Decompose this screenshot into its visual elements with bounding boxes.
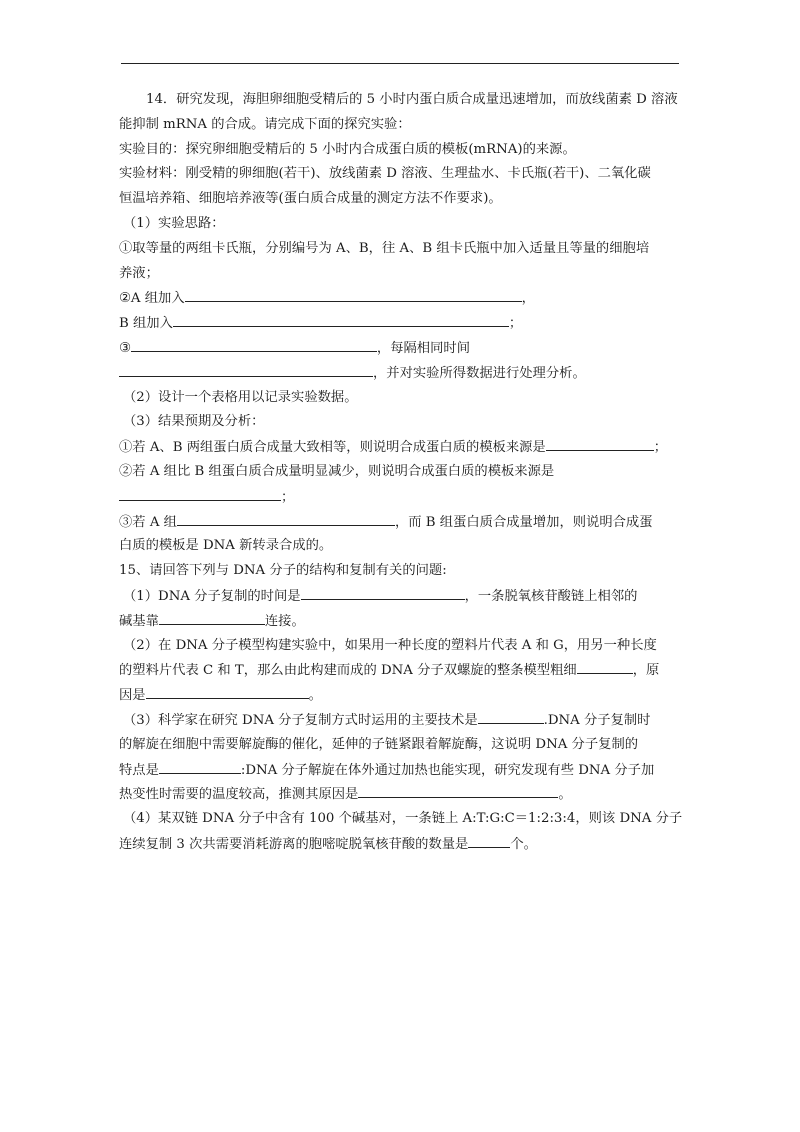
q14-step3-suffix: ，每隔相同时间 — [376, 340, 470, 356]
q14-result1-blank[interactable] — [546, 435, 654, 451]
q14-result1-suffix: ； — [653, 440, 668, 456]
q14-part1-title: （1）实验思路： — [123, 215, 225, 231]
q14-intro-line1: 14．研究发现，海胆卵细胞受精后的 5 小时内蛋白质合成量迅速增加，而放线菌素 D 溶液 — [146, 92, 678, 107]
q14-part3-title: （3）结果预期及分析： — [123, 414, 265, 430]
q15-part2-line1: （2）在 DNA 分子模型构建实验中，如果用一种长度的塑料片代表 A 和 G，用另一种长度 — [123, 637, 657, 653]
q14-step3-line2 — [119, 361, 681, 386]
q14-step2b — [119, 311, 681, 336]
q14-result1-text: ①若 A、B 两组蛋白质合成量大致相等，则说明合成蛋白质的模板来源是 — [119, 440, 546, 456]
q15-part1-blank2[interactable] — [159, 609, 265, 625]
q14-step3-blank2[interactable] — [119, 361, 373, 377]
q14-step2a — [119, 286, 681, 311]
q15-part3-blank2[interactable] — [159, 758, 241, 774]
q15-title: 15、请回答下列与 DNA 分子的结构和复制有关的问题: — [119, 563, 447, 579]
q14-result3-prefix: ③若 A 组 — [119, 514, 177, 530]
q15-part4-line1: （4）某双链 DNA 分子中含有 100 个碱基对，一条链上 A:T:G:C＝1:2:3:4，则该 DNA 分子 — [123, 811, 683, 827]
q15-part1-blank1[interactable] — [301, 584, 465, 600]
q14-step3-line2-suffix: ，并对实验所得数据进行处理分析。 — [373, 365, 586, 381]
q15-part4-blank[interactable] — [468, 832, 510, 848]
q15-part3-line3 — [119, 758, 681, 783]
q14-step1-line2: 养液； — [119, 265, 159, 281]
q14-step2a-prefix: ②A 组加入 — [119, 291, 185, 307]
q14-step2a-blank[interactable] — [185, 286, 522, 302]
q15-part1-prefix: （1）DNA 分子复制的时间是 — [123, 588, 301, 604]
q14-step2b-blank[interactable] — [173, 311, 509, 327]
q14-materials-line2: 恒温培养箱、细胞培养液等(蛋白质合成量的测定方法不作要求)。 — [119, 191, 502, 207]
q14-step2b-suffix: ； — [508, 316, 523, 332]
q15-part3-line1 — [119, 708, 681, 733]
q15-part3-line1-prefix: （3）科学家在研究 DNA 分子复制方式时运用的主要技术是 — [123, 712, 478, 728]
q15-part3-line4-prefix: 热变性时需要的温度较高，推测其原因是 — [119, 787, 359, 803]
q14-result2-line2 — [119, 485, 681, 510]
question-page — [119, 88, 681, 857]
q14-result3-suffix: ，而 B 组蛋白质合成量增加，则说明合成蛋 — [394, 514, 653, 530]
q15-part1-line2-prefix: 碱基靠 — [119, 613, 159, 629]
q15-part3-line2: 的解旋在细胞中需要解旋酶的催化，延伸的子链紧跟着解旋酶，这说明 DNA 分子复制的 — [119, 736, 639, 752]
q15-part2-blank1[interactable] — [577, 658, 633, 674]
q15-part4-line2-prefix: 连续复制 3 次共需要消耗游离的胞嘧啶脱氧核苷酸的数量是 — [119, 836, 469, 852]
q14-step1-line1: ①取等量的两组卡氏瓶，分别编号为 A、B，往 A、B 组卡氏瓶中加入适量且等量的细胞培 — [119, 240, 650, 256]
q15-part2-line3 — [119, 683, 681, 708]
q15-part3-line1-suffix: .DNA 分子复制时 — [543, 712, 651, 728]
q15-part2-line2-suffix: ，原 — [632, 663, 660, 679]
q15-part2-line2 — [119, 658, 681, 683]
q14-result3-line2: 白质的模板是 DNA 新转录合成的。 — [119, 538, 333, 554]
q14-step3-blank1[interactable] — [131, 336, 377, 352]
q14-part2: （2）设计一个表格用以记录实验数据。 — [123, 389, 358, 405]
q15-part1 — [119, 584, 681, 609]
q14-step3-prefix: ③ — [119, 340, 131, 356]
q15-part3-line3-suffix: :DNA 分子解旋在体外通过加热也能实现，研究发现有些 DNA 分子加 — [240, 762, 655, 778]
q15-part1-line2-suffix: 连接。 — [264, 613, 305, 629]
q14-purpose: 实验目的：探究卵细胞受精后的 5 小时内合成蛋白质的模板(mRNA)的来源。 — [119, 141, 576, 157]
q15-part2-line3-suffix: 。 — [308, 688, 322, 704]
q15-part2-line2-prefix: 的塑料片代表 C 和 T，那么由此构建而成的 DNA 分子双螺旋的整条模型粗细 — [119, 663, 577, 679]
q14-step3 — [119, 336, 681, 361]
q14-result2-blank[interactable] — [119, 485, 281, 501]
header-rule — [121, 63, 679, 64]
q15-part3-blank1[interactable] — [478, 708, 544, 724]
q15-part3-line3-prefix: 特点是 — [119, 762, 159, 778]
q14-result2: ②若 A 组比 B 组蛋白质合成量明显减少，则说明合成蛋白质的模板来源是 — [119, 463, 555, 479]
q15-part4-line2 — [119, 832, 681, 857]
q14-materials-line1: 实验材料：刚受精的卵细胞(若干)、放线菌素 D 溶液、生理盐水、卡氏瓶(若干)、二氧化碳 — [119, 166, 651, 182]
q15-part1-suffix: ，一条脱氧核苷酸链上相邻的 — [464, 588, 638, 604]
q15-part3-line4 — [119, 782, 681, 807]
q14-result1 — [119, 435, 681, 460]
q15-part1-line2 — [119, 609, 681, 634]
q14-step2a-suffix: ， — [521, 291, 535, 307]
q14-intro-line2: 能抑制 mRNA 的合成。请完成下面的探究实验： — [119, 116, 411, 132]
q14-result3-blank[interactable] — [177, 510, 395, 526]
q15-part4-line2-suffix: 个。 — [510, 836, 537, 852]
q15-part2-line3-prefix: 因是 — [119, 688, 146, 704]
q14-result3 — [119, 510, 681, 535]
q14-result2-suffix: ； — [281, 489, 295, 505]
q15-part3-blank3[interactable] — [358, 782, 558, 798]
q15-part2-blank2[interactable] — [146, 683, 309, 699]
q14-step2b-prefix: B 组加入 — [119, 316, 173, 332]
q15-part3-line4-suffix: 。 — [558, 787, 572, 803]
